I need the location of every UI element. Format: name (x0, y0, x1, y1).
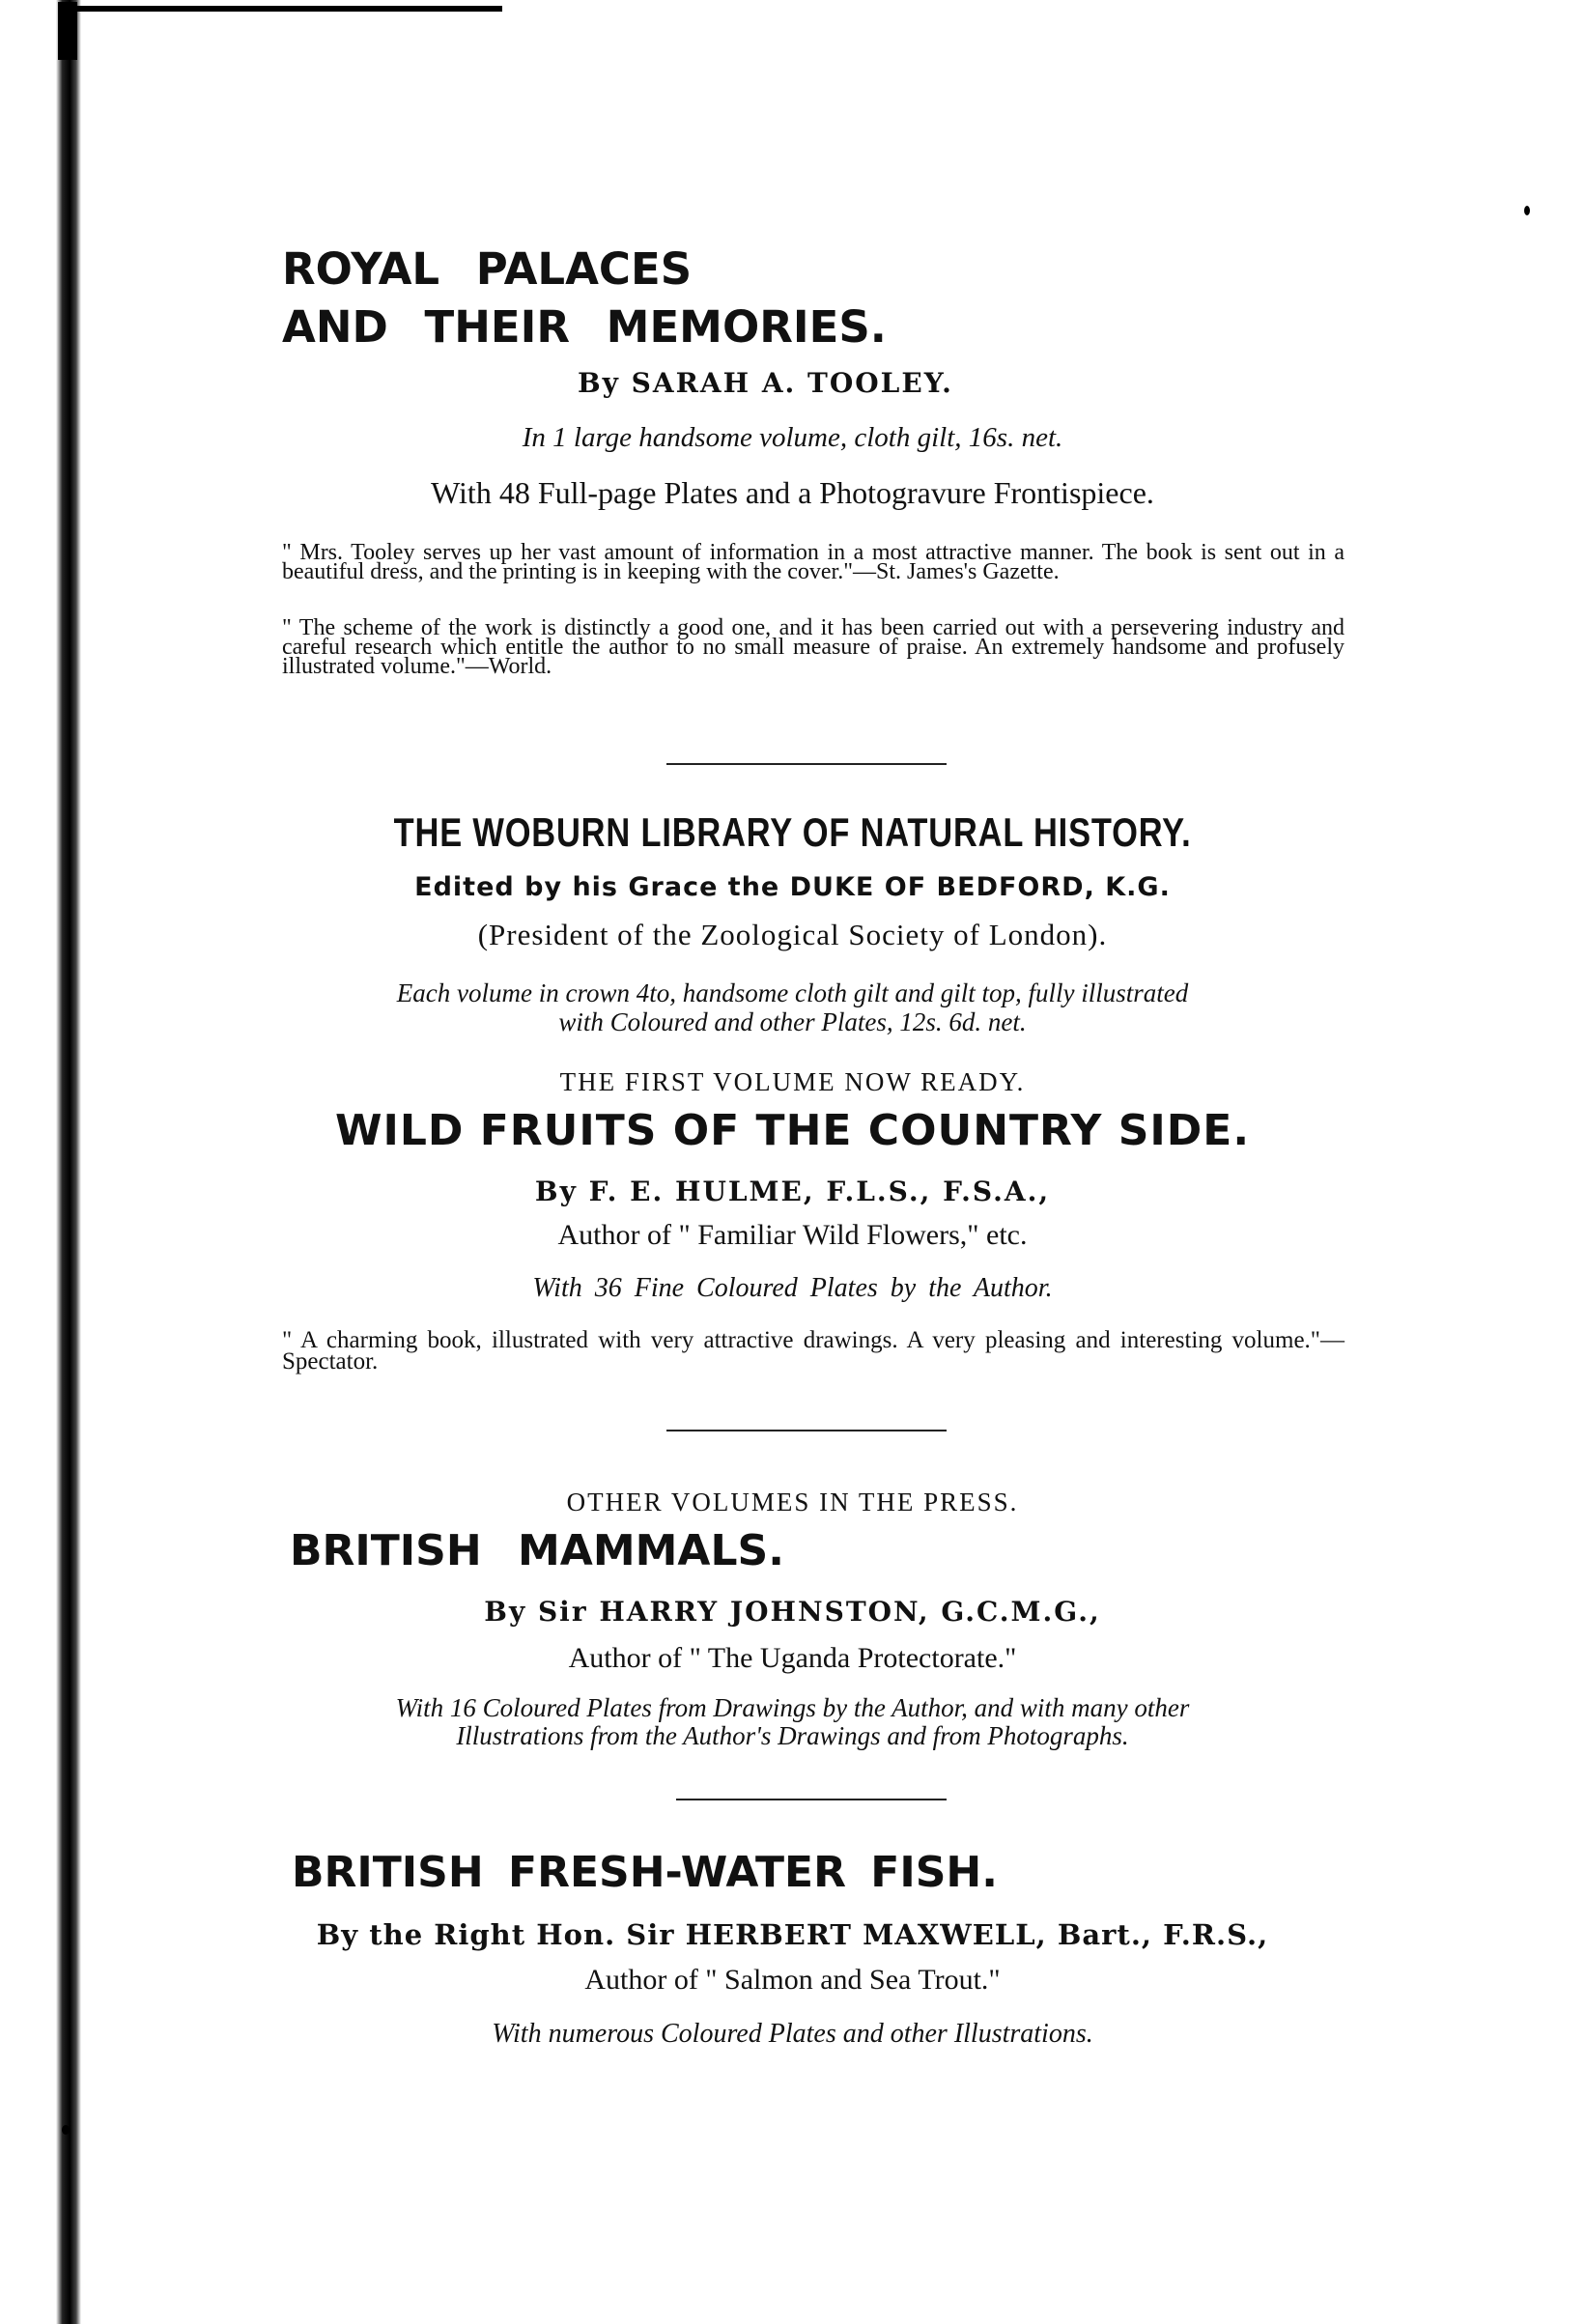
section3-author-of: Author of " Familiar Wild Flowers," etc. (557, 1219, 1028, 1251)
divider (666, 763, 947, 765)
section5-byline: By the Right Hon. Sir HERBERT MAXWELL, Bart., F.R.S., (316, 1918, 1269, 1951)
section3-byline: By F. E. HULME, F.L.S., F.S.A., (534, 1176, 1051, 1207)
section4-byline: By Sir HARRY JOHNSTON, G.C.M.G., (484, 1596, 1101, 1628)
section1-title-line1: ROYAL PALACES (282, 243, 693, 295)
divider (666, 1430, 947, 1431)
section1-quote-1: " Mrs. Tooley serves up her vast amount of information in a most attractive manner. The book is sent out in a beautiful dress, and the printing is in keeping with the cover."—St. James's Gazette. (282, 540, 1344, 584)
section1-plates: With 48 Full-page Plates and a Photogravure Frontispiece. (431, 475, 1154, 510)
section1-format: In 1 large handsome volume, cloth gilt, 16s. net. (522, 422, 1063, 453)
section2-format-line2: with Coloured and other Plates, 12s. 6d. net. (558, 1007, 1027, 1036)
section3-quote: " A charming book, illustrated with very attractive drawings. A very pleasing and interesting volume."—Spectator. (282, 1327, 1344, 1375)
section4-announcement: OTHER VOLUMES IN THE PRESS. (566, 1488, 1019, 1516)
section4-author-of: Author of " The Uganda Protectorate." (568, 1642, 1017, 1674)
section3-plates: With 36 Fine Coloured Plates by the Author. (532, 1273, 1053, 1303)
section2-editor: Edited by his Grace the DUKE OF BEDFORD, K.G. (414, 872, 1171, 902)
section2-title (0, 809, 1585, 856)
section2-editor-role: (President of the Zoological Society of London). (477, 918, 1108, 951)
section5-plates: With numerous Coloured Plates and other Illustrations. (492, 2019, 1093, 2049)
ink-speck (62, 2125, 70, 2135)
divider (676, 1799, 947, 1800)
section3-title: WILD FRUITS OF THE COUNTRY SIDE. (334, 1106, 1251, 1155)
section2-title-text: THE WOBURN LIBRARY OF NATURAL HISTORY. (393, 809, 1192, 855)
section5-author-of: Author of " Salmon and Sea Trout." (584, 1964, 1001, 1996)
section1-quote-2: " The scheme of the work is distinctly a good one, and it has been carried out with a persevering industry and careful research which entitle the author to no small measure of praise. An extremely handsome and profusely illustrated volume."—World. (282, 615, 1344, 679)
section4-plates-line2: Illustrations from the Author's Drawings and from Photographs. (456, 1721, 1129, 1750)
ink-speck (1524, 206, 1530, 215)
scan-top-edge (68, 6, 502, 12)
section2-format-line1: Each volume in crown 4to, handsome cloth gilt and gilt top, fully illustrated (396, 978, 1189, 1007)
section1-title-line2: AND THEIR MEMORIES. (282, 301, 887, 353)
section1-byline: By SARAH A. TOOLEY. (578, 367, 953, 399)
scan-corner (58, 2, 77, 60)
section5-title: BRITISH FRESH-WATER FISH. (292, 1848, 998, 1897)
section4-plates-line1: With 16 Coloured Plates from Drawings by the Author, and with many other (395, 1693, 1190, 1722)
section4-title: BRITISH MAMMALS. (290, 1526, 784, 1575)
section2-announcement: THE FIRST VOLUME NOW READY. (559, 1067, 1026, 1096)
